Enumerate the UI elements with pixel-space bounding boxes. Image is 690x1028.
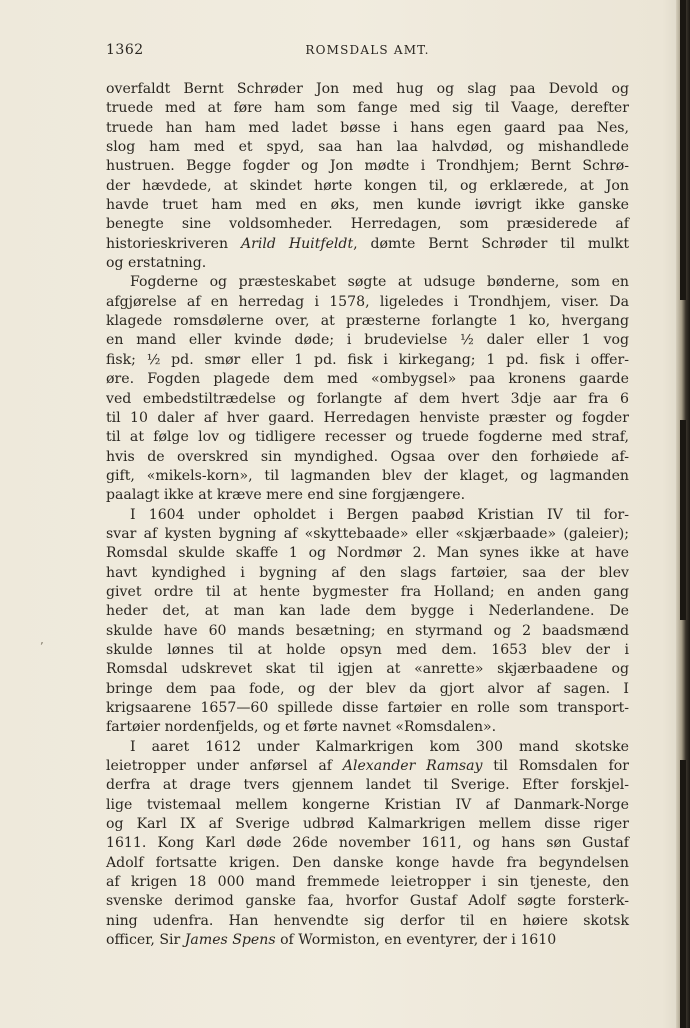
text-segment: hvis de overskred sin myndighed. Ogsaa over den forhøiede af- bbox=[106, 448, 629, 465]
text-segment: fartøier nordenfjelds, og et førte navnet «Romsdalen». bbox=[106, 719, 497, 736]
text-segment: I aaret 1612 under Kalmarkrigen kom 300 mand skotske bbox=[130, 738, 629, 755]
text-segment: krigsaarene 1657—60 spillede disse fartøier en rolle som transport- bbox=[106, 700, 629, 716]
text-segment: svar af kysten bygning af «skyttebaade» eller «skjærbaade» (galeier); bbox=[106, 525, 629, 542]
italic-name: James Spens bbox=[184, 932, 276, 949]
text-line bbox=[106, 428, 629, 447]
text-segment: til 10 daler af hver gaard. Herredagen henviste præster og fogder bbox=[106, 409, 629, 426]
text-segment: skulde lønnes til at holde opsyn med dem. 1653 blev der i bbox=[106, 641, 629, 658]
text-line bbox=[106, 467, 629, 486]
text-line bbox=[106, 834, 629, 853]
text-segment: givet ordre til at hente bygmester fra Holland; en anden gang bbox=[106, 583, 629, 600]
text-segment: Romsdal udskrevet skat til igjen at «anrette» skjærbaadene og bbox=[106, 661, 629, 678]
text-segment: truede han ham med ladet bøsse i hans egen gaard paa Nes, bbox=[106, 119, 629, 136]
text-segment: Romsdal skulde skaffe 1 og Nordmør 2. Man synes ikke at have bbox=[106, 545, 629, 562]
body-text bbox=[106, 80, 629, 950]
text-line bbox=[106, 196, 629, 215]
text-segment: Adolf fortsatte krigen. Den danske konge havde fra begyndelsen bbox=[106, 854, 629, 871]
text-segment: , dømte Bernt Schrøder til mulkt bbox=[353, 235, 629, 252]
text-segment: derfra at drage tvers gjennem landet til Sverige. Efter forskjel- bbox=[106, 777, 629, 794]
italic-name: Alexander Ramsay bbox=[342, 758, 483, 775]
text-line bbox=[106, 99, 629, 118]
text-segment: skulde have 60 mands besætning; en styrmand og 2 baadsmænd bbox=[106, 622, 629, 639]
text-segment: 1611. Kong Karl døde 26de november 1611, og hans søn Gustaf bbox=[106, 835, 629, 852]
text-line bbox=[106, 273, 629, 292]
text-line bbox=[106, 912, 629, 931]
text-segment: truede med at føre ham som fange med sig til Vaage, derefter bbox=[106, 100, 629, 117]
text-segment: svenske derimod ganske faa, hvorfor Gustaf Adolf søgte forsterk- bbox=[106, 893, 629, 910]
text-line bbox=[106, 718, 629, 737]
page-header bbox=[106, 42, 629, 62]
text-segment: gift, «mikels-korn», til lagmanden blev der klaget, og lagmanden bbox=[106, 467, 629, 484]
text-line bbox=[106, 177, 629, 196]
text-line bbox=[106, 699, 629, 718]
binding-edge bbox=[680, 760, 686, 1028]
text-segment: leietropper under anførsel af bbox=[106, 758, 343, 775]
text-line bbox=[106, 660, 629, 679]
text-segment: klagede romsdølerne over, at præsterne forlangte 1 ko, hvergang bbox=[106, 313, 629, 330]
text-line bbox=[106, 796, 629, 815]
text-segment: afgjørelse af en herredag i 1578, ligeledes i Trondhjem, viser. Da bbox=[106, 293, 629, 310]
margin-mark: ’ bbox=[40, 640, 44, 653]
text-line bbox=[106, 80, 629, 99]
text-line bbox=[106, 235, 629, 254]
text-line bbox=[106, 390, 629, 409]
text-segment: heder det, at man kan lade dem bygge i Nederlandene. De bbox=[106, 603, 629, 620]
text-line bbox=[106, 215, 629, 234]
text-line bbox=[106, 602, 629, 621]
text-line bbox=[106, 506, 629, 525]
text-segment: paalagt ikke at kræve mere end sine forgjængere. bbox=[106, 487, 466, 504]
text-segment: til Romsdalen for bbox=[482, 758, 629, 775]
text-line bbox=[106, 680, 629, 699]
binding-edge bbox=[680, 0, 686, 300]
text-line bbox=[106, 254, 629, 273]
text-line bbox=[106, 544, 629, 563]
text-line bbox=[106, 486, 629, 505]
text-segment: historieskriveren bbox=[106, 235, 241, 252]
text-line bbox=[106, 583, 629, 602]
text-segment: bringe dem paa fode, og der blev da gjort alvor af sagen. I bbox=[106, 680, 629, 697]
text-line bbox=[106, 448, 629, 467]
text-line bbox=[106, 157, 629, 176]
text-segment: Fogderne og præsteskabet søgte at udsuge bønderne, som en bbox=[130, 274, 629, 291]
text-line bbox=[106, 525, 629, 544]
text-line bbox=[106, 138, 629, 157]
text-segment: officer, Sir bbox=[106, 932, 185, 949]
text-segment: hustruen. Begge fogder og Jon mødte i Trondhjem; Bernt Schrø- bbox=[106, 158, 629, 175]
text-segment: havde truet ham med en øks, men kunde iøvrigt ikke ganske bbox=[106, 197, 629, 214]
text-line bbox=[106, 738, 629, 757]
text-segment: slog ham med et spyd, saa han laa halvdød, og mishandlede bbox=[106, 139, 629, 156]
text-segment: af krigen 18 000 mand fremmede leietropper i sin tjeneste, den bbox=[106, 874, 629, 891]
text-line bbox=[106, 331, 629, 350]
text-line bbox=[106, 564, 629, 583]
text-line bbox=[106, 892, 629, 911]
text-segment: og Karl IX af Sverige udbrød Kalmarkrigen mellem disse riger bbox=[106, 816, 629, 833]
text-segment: benegte sine voldsomheder. Herredagen, som præsiderede af bbox=[106, 216, 629, 233]
text-segment: ved embedstiltrædelse og forlangte af dem hvert 3dje aar fra 6 bbox=[106, 390, 629, 407]
text-line bbox=[106, 776, 629, 795]
text-segment: havt kyndighed i bygning af den slags fartøier, saa der blev bbox=[106, 564, 629, 581]
text-line bbox=[106, 119, 629, 138]
text-segment: til at følge lov og tidligere recesser og truede fogderne med straf, bbox=[106, 429, 629, 446]
binding-edge bbox=[680, 420, 686, 620]
text-line bbox=[106, 757, 629, 776]
text-line bbox=[106, 815, 629, 834]
text-segment: ning udenfra. Han henvendte sig derfor til en høiere skotsk bbox=[106, 912, 629, 929]
text-line bbox=[106, 409, 629, 428]
text-line bbox=[106, 370, 629, 389]
text-line bbox=[106, 931, 629, 950]
text-line bbox=[106, 293, 629, 312]
text-line bbox=[106, 873, 629, 892]
page-number: 1362 bbox=[106, 42, 144, 58]
text-line bbox=[106, 622, 629, 641]
text-segment: lige tvistemaal mellem kongerne Kristian IV af Danmark-Norge bbox=[106, 796, 629, 813]
text-segment: og erstatning. bbox=[106, 255, 207, 272]
text-line bbox=[106, 312, 629, 331]
text-segment: of Wormiston, en eventyrer, der i 1610 bbox=[275, 932, 557, 949]
text-line bbox=[106, 351, 629, 370]
text-line bbox=[106, 641, 629, 660]
text-line bbox=[106, 854, 629, 873]
text-segment: fisk; ½ pd. smør eller 1 pd. fisk i kirkegang; 1 pd. fisk i offer- bbox=[106, 351, 629, 368]
text-segment: en mand eller kvinde døde; i brudevielse ½ daler eller 1 vog bbox=[106, 332, 629, 349]
italic-name: Arild Huitfeldt bbox=[240, 235, 354, 252]
text-segment: I 1604 under opholdet i Bergen paabød Kristian IV til for- bbox=[130, 506, 629, 523]
text-segment: overfaldt Bernt Schrøder Jon med hug og slag paa Devold og bbox=[106, 81, 629, 97]
text-segment: øre. Fogden plagede dem med «ombygsel» paa kronens gaarde bbox=[106, 371, 629, 388]
text-segment: der hævdede, at skindet hørte kongen til, og erklærede, at Jon bbox=[106, 177, 629, 194]
running-head: ROMSDALS AMT. bbox=[305, 43, 430, 57]
